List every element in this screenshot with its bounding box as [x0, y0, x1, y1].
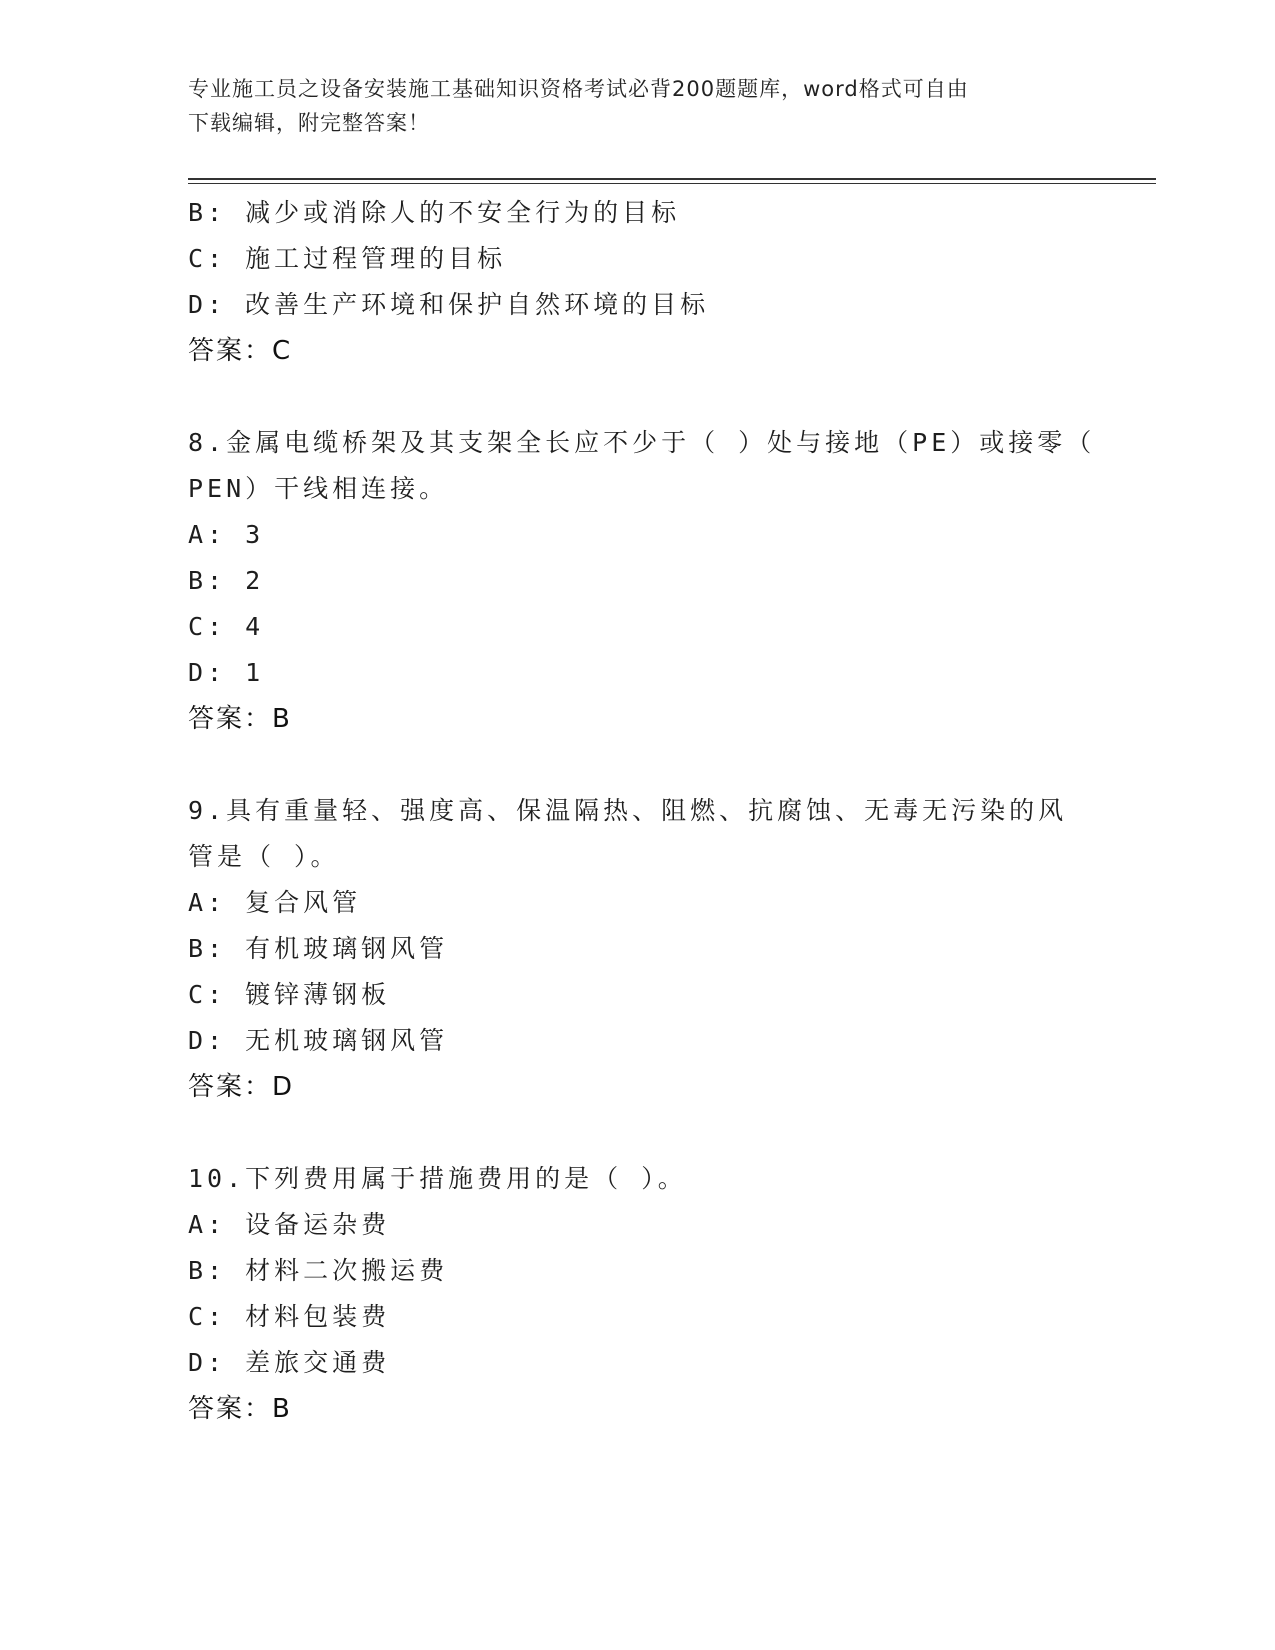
option-c: C: 镀锌薄钢板	[188, 980, 391, 1009]
document-header	[188, 72, 1068, 140]
question-8	[188, 420, 1096, 742]
answer: 答案：D	[188, 1072, 295, 1102]
answer: 答案：C	[188, 336, 293, 366]
question-spacer	[188, 374, 1068, 420]
answer: 答案：B	[188, 704, 292, 734]
question-7-continued	[188, 190, 1068, 374]
option-b: B: 2	[188, 566, 265, 595]
question-spacer	[188, 1110, 1068, 1156]
header-divider-thick	[188, 178, 1156, 180]
header-title-line-2: 下载编辑，附完整答案！	[188, 111, 430, 135]
option-c: C: 施工过程管理的目标	[188, 244, 507, 273]
answer: 答案：B	[188, 1394, 292, 1424]
option-b: B: 减少或消除人的不安全行为的目标	[188, 198, 681, 227]
option-b: B: 材料二次搬运费	[188, 1256, 449, 1285]
question-stem-line-1: 8.金属电缆桥架及其支架全长应不少于（ ）处与接地（PE）或接零（	[188, 428, 1096, 457]
question-list	[188, 190, 1096, 1432]
question-stem-line-1: 9.具有重量轻、强度高、保温隔热、阻燃、抗腐蚀、无毒无污染的风	[188, 796, 1068, 825]
option-b: B: 有机玻璃钢风管	[188, 934, 449, 963]
header-title-line-1: 专业施工员之设备安装施工基础知识资格考试必背200题题库，word格式可自由	[188, 77, 969, 101]
question-spacer	[188, 742, 1068, 788]
option-a: A: 复合风管	[188, 888, 362, 917]
question-stem-line-1: 10.下列费用属于措施费用的是（ ）。	[188, 1164, 687, 1193]
option-d: D: 差旅交通费	[188, 1348, 391, 1377]
option-d: D: 改善生产环境和保护自然环境的目标	[188, 290, 710, 319]
option-c: C: 材料包装费	[188, 1302, 391, 1331]
option-a: A: 设备运杂费	[188, 1210, 391, 1239]
question-9	[188, 788, 1068, 1110]
option-d: D: 1	[188, 658, 265, 687]
header-divider-thin	[188, 183, 1156, 184]
question-stem-line-2: PEN）干线相连接。	[188, 474, 449, 503]
question-stem-line-2: 管是（ ）。	[188, 842, 340, 871]
question-10	[188, 1156, 1068, 1432]
option-c: C: 4	[188, 612, 265, 641]
option-a: A: 3	[188, 520, 265, 549]
option-d: D: 无机玻璃钢风管	[188, 1026, 449, 1055]
